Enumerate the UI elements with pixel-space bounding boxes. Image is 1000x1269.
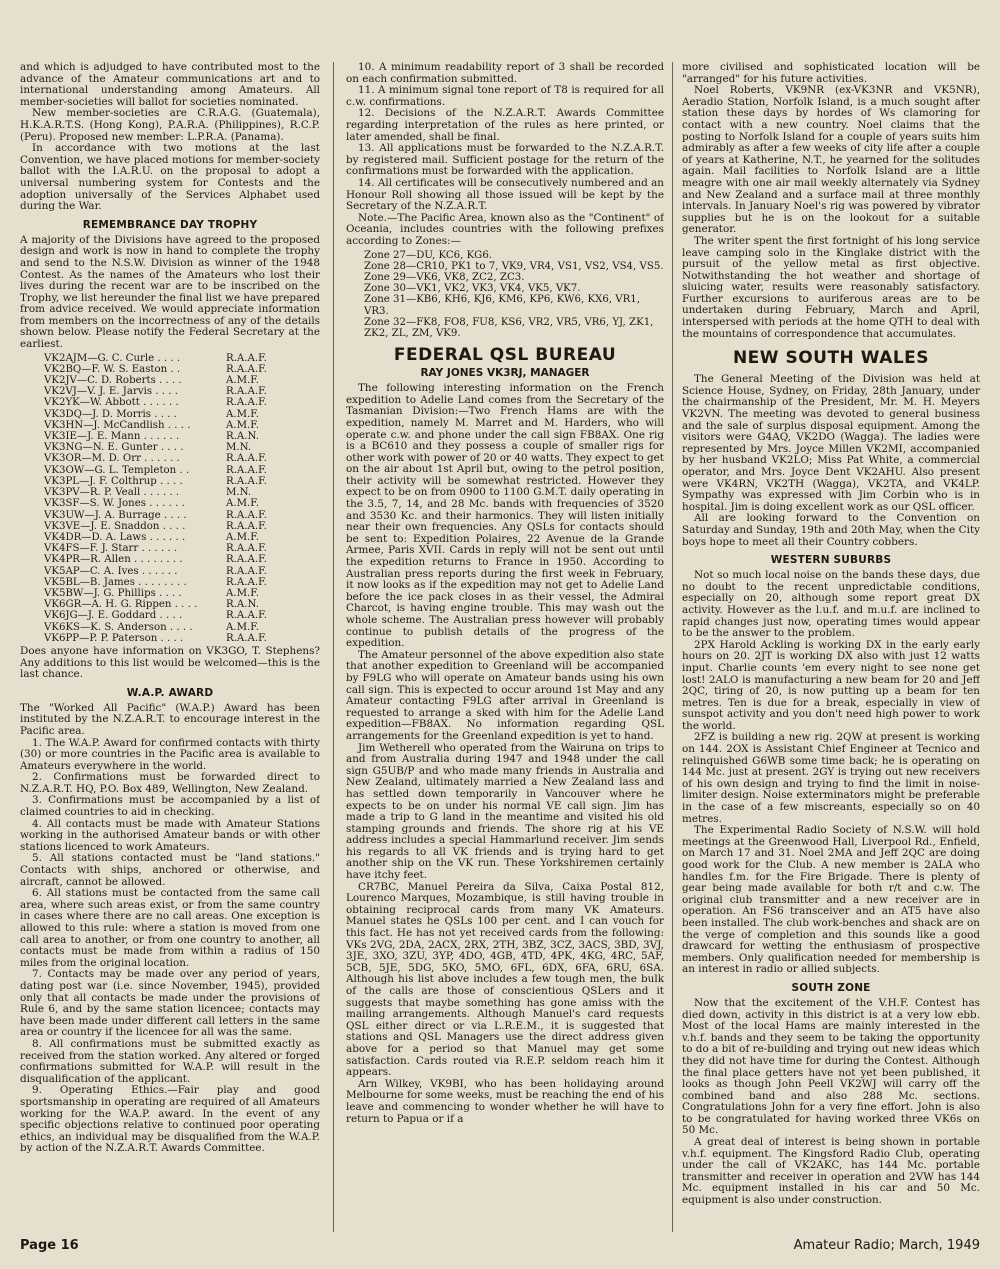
table-row <box>44 386 320 397</box>
table-row <box>44 465 320 476</box>
roll-service: R.A.A.F. <box>226 363 267 375</box>
paragraph: The "Worked All Pacific" (W.A.P.) Award has been instituted by the N.Z.A.R.T. to encourage interest in the Pacific area. <box>20 701 320 737</box>
roll-service: R.A.N. <box>226 431 260 443</box>
paragraph: more civilised and sophisticated location will be "arranged" for his future activities. <box>682 62 980 85</box>
paragraph: A majority of the Divisions have agreed to the proposed design and work is now in hand to complete the trophy and send to the N.S.W. Division as winner of the 1948 Contest. As the names of the Amateurs who lost their lives during the recent war are to be inscribed on the Trophy, we list hereunder the final list we have prepared from advice received. We would appreciate information from members on the incorrectness of any of the details shown below. Please notify the Federal Secretary at the earliest. <box>20 233 320 351</box>
roll-name: VK5BW—J. G. Phillips . . . . <box>44 587 182 599</box>
roll-name: VK5BL—B. James . . . . . . . . <box>44 576 187 588</box>
table-row <box>44 364 320 375</box>
roll-service: R.A.A.F. <box>226 397 267 409</box>
table-row <box>44 409 320 420</box>
roll-service: A.M.F. <box>226 419 259 431</box>
paragraph: 2FZ is building a new rig. 2QW at present is working on 144. 2OX is Assistant Chief Engineer at Tecnico and relinquished G6WB some time back; he is operating on 144 Mc. just at present. 2GY is trying out new receivers of his own design and trying to find the limit in noise-limiter design. Noise exterminators might be preferable in the case of a few miscreants, especially so on 40 metres. <box>682 731 980 825</box>
table-row <box>44 487 320 498</box>
roll-of-honour-table <box>44 353 320 644</box>
roll-service: R.A.A.F. <box>226 632 267 644</box>
list-item: Zone 30—VK1, VK2, VK3, VK4, VK5, VK7. <box>364 283 581 295</box>
section-heading-qsl-bureau: FEDERAL QSL BUREAU <box>393 345 617 366</box>
section-subheading: RAY JONES VK3RJ, MANAGER <box>420 367 590 380</box>
paragraph: and which is adjudged to have contributed most to the advance of the Amateur communications art and to international understanding among Amateurs. All member-societies will ballot for societies nominated. <box>20 62 320 108</box>
section-heading-nsw: NEW SOUTH WALES <box>732 348 930 369</box>
paragraph: The General Meeting of the Division was held at Science House, Sydney, on Friday, 28th January, under the chairmanship of the President, Mr. M. H. Meyers VK2VN. The meeting was devoted to general business and the sale of surplus disposal equipment. Among the visitors were G4AQ, VK2DO (Wagga). The ladies were represented by Mrs. Joyce Millen VK2MI, accompanied by her husband VK2LO; Miss Pat White, a commercial operator, and Mrs. Joyce Dent VK2AHU. Also present were VK4RN, VK2TH (Wagga), VK2TA, and VK4LP. Sympathy was expressed with Jim Corbin who is in hospital. Jim is doing excellent work as our QSL officer. <box>682 373 980 513</box>
roll-name: VK4PR—R. Allen . . . . . . . . <box>44 554 183 566</box>
roll-name: VK3VE—J. E. Snaddon . . . . <box>44 520 186 532</box>
roll-service: A.M.F. <box>226 587 259 599</box>
roll-service: R.A.A.F. <box>226 610 267 622</box>
column-divider <box>333 62 334 1232</box>
rule-item: 3. Confirmations must be accompanied by a list of claimed countries to aid in checking. <box>20 794 320 819</box>
column-right <box>682 62 980 1230</box>
roll-name: VK3PL—J. F. Colthrup . . . . <box>44 475 183 487</box>
table-row <box>44 510 320 521</box>
roll-service: A.M.F. <box>226 408 259 420</box>
rule-item: 9. Operating Ethics.—Fair play and good sportsmanship in operating are required of all Amateurs working for the W.A.P. award. In the event of any specific objections relative to continued poor operating ethics, an individual may be disqualified from the W.A.P. by action of the N.Z.A.R.T. Awards Committee. <box>20 1084 320 1155</box>
page-number: Page 16 <box>20 1238 79 1253</box>
roll-name: VK3NG—N. E. Gunter . . . . <box>44 442 184 454</box>
rule-item: 8. All confirmations must be submitted exactly as received from the station worked. Any altered or forged confirmations submitted for W.A.P. will result in the disqualification of the applicant. <box>20 1037 320 1085</box>
table-row <box>44 521 320 532</box>
roll-service: R.A.A.F. <box>226 453 267 465</box>
list-item: Zone 28—CR10, PK1 to 7, VK9, VR4, VS1, VS2, VS4, VS5. <box>364 260 664 272</box>
table-row <box>44 599 320 610</box>
table-row <box>44 554 320 565</box>
table-row <box>44 420 320 431</box>
paragraph: The Experimental Radio Society of N.S.W. will hold meetings at the Greenwood Hall, Liverpool Rd., Enfield, on March 17 and 31. Noel 2MA and Jeff 2QC are doing good work for the Club. A new member is 2ALA who handles f.m. for the Fire Brigade. There is plenty of gear being made available for both r/t and c.w. The original club transmitter and a new receiver are in operation. An FS6 transceiver and an AT5 have also been installed. The club work-benches and shack are on the verge of completion and this sounds like a good drawcard for wetting the enthusiasm of prospective members. Only qualification needed for membership is an interest in radio or allied subjects. <box>682 824 980 976</box>
paragraph: New member-societies are C.R.A.G. (Guatemala), H.K.A.R.T.S. (Hong Kong), P.A.R.A. (Philippines), R.C.P. (Peru). Proposed new member: L.P.R.A. (Panama). <box>20 107 320 143</box>
paragraph: Not so much local noise on the bands these days, due no doubt to the recent unpredictable conditions, especially on 20, although some report great DX activity. However as the l.u.f. and m.u.f. are inclined to rapid changes just now, operating times would appear to be the answer to the problem. <box>682 569 980 640</box>
paragraph: Note.—The Pacific Area, known also as the "Continent" of Oceania, includes countries with the following prefixes according to Zones:— <box>346 211 664 247</box>
rule-item: 13. All applications must be forwarded to the N.Z.A.R.T. by registered mail. Sufficient postage for the return of the confirmations must be forwarded with the application. <box>346 142 664 178</box>
roll-service: M.N. <box>226 442 252 454</box>
roll-name: VK2AJM—G. C. Curle . . . . <box>44 352 181 364</box>
rule-item: 7. Contacts may be made over any period of years, dating post war (i.e. since November, 1945), provided only that all contacts be made under the provisions of Rule 6, and by the same station licencee; contacts may have been made under different call letters in the same area or country if the licencee for all was the same. <box>20 968 320 1039</box>
roll-service: A.M.F. <box>226 375 259 387</box>
roll-service: R.A.A.F. <box>226 565 267 577</box>
roll-service: R.A.A.F. <box>226 352 267 364</box>
rule-item: 1. The W.A.P. Award for confirmed contacts with thirty (30) or more countries in the Pacific area is available to Amateurs everywhere in the world. <box>20 736 320 772</box>
section-heading-wap: W.A.P. AWARD <box>126 686 214 699</box>
paragraph: The following interesting information on the French expedition to Adelie Land comes from the Secretary of the Tasmanian Division:—Two French Hams are with the expedition, namely M. Marret and M. Harders, who will operate c.w. and phone under the call sign FB8AX. One rig is a BC610 and they possess a couple of smaller rigs for other work with power of 20 or 40 watts. They expect to get on the air about 1st April but, owing to the petrol position, their activity will be somewhat restricted. However they expect to be on from 0900 to 1100 G.M.T. daily operating in the 3.5, 7, 14, and 28 Mc. bands with frequencies of 3520 and 3530 Kc. and their harmonics. They will listen initially near their own frequencies. Any QSLs for contacts should be sent to: Expedition Polaires, 22 Avenue de la Grande Armee, Paris XVII. Cards in reply will not be sent out until the expedition returns to France in 1950. According to Australian press reports during the first week in February, it now looks as if the expedition may not get to Adelie Land before the ice pack closes in as their vessel, the Admiral Charcot, is having engine trouble. This may wash out the whole scheme. The Australian press however will probably continue to publish details of the progress of the expedition. <box>346 382 664 650</box>
roll-name: VK6GR—A. H. G. Rippen . . . . <box>44 599 198 611</box>
paragraph: The Amateur personnel of the above expedition also state that another expedition to Greenland will be accompanied by F9LG who will operate on Amateur bands using his own call sign. This is expected to occur around 1st May and any Amateur contacting F9LG after arrival in Greenland is requested to arrange a sked with him for the Adelie Land expedition—FB8AX. No information regarding QSL arrangements for the Greenland expedition is yet to hand. <box>346 648 664 742</box>
table-row <box>44 431 320 442</box>
roll-service: R.A.A.F. <box>226 386 267 398</box>
list-item: Zone 29—VK6, VK8, ZC2, ZC3. <box>364 271 525 283</box>
column-divider <box>672 62 673 1232</box>
list-item: Zone 32—FK8, FO8, FU8, KS6, VR2, VR5, VR6, YJ, ZK1, ZK2, ZL, ZM, VK9. <box>364 316 654 339</box>
section-heading-western-suburbs: WESTERN SUBURBS <box>770 554 892 567</box>
rule-item: 6. All stations must be contacted from the same call area, where such areas exist, or from the same country in cases where there are no call areas. One exception is allowed to this rule: where a station is moved from one call area to another, or from one country to another, all contacts must be made from within a radius of 150 miles from the original location. <box>20 887 320 969</box>
paragraph: The writer spent the first fortnight of his long service leave camping solo in the Kinglake district with the pursuit of the yellow metal as first objective. Notwithstanding the hot weather and shortage of sluicing water, results were reasonably satisfactory. Further excursions to auriferous areas are to be undertaken during February, March and April, interspersed with periods at the home QTH to deal with the mountains of correspondence that accumulates. <box>682 234 980 340</box>
table-row <box>44 633 320 644</box>
roll-service: R.A.N. <box>226 599 260 611</box>
section-heading-remembrance: REMEMBRANCE DAY TROPHY <box>82 218 258 231</box>
table-row <box>44 588 320 599</box>
roll-service: A.M.F. <box>226 498 259 510</box>
roll-name: VK3PV—R. P. Veall . . . . . . <box>44 487 180 499</box>
roll-name: VK6KS—K. S. Anderson . . . . <box>44 621 193 633</box>
column-middle <box>346 62 664 1230</box>
roll-name: VK2BQ—F. W. S. Easton . . <box>44 363 181 375</box>
roll-service: R.A.A.F. <box>226 576 267 588</box>
rule-item: 11. A minimum signal tone report of T8 is required for all c.w. confirmations. <box>346 84 664 108</box>
roll-name: VK4FS—F. J. Starr . . . . . . <box>44 543 178 555</box>
table-row <box>44 353 320 364</box>
table-row <box>44 476 320 487</box>
table-row <box>44 577 320 588</box>
table-row <box>44 375 320 386</box>
rule-item: 5. All stations contacted must be "land stations." Contacts with ships, anchored or otherwise, and aircraft, cannot be allowed. <box>20 852 320 888</box>
roll-name: VK3DQ—J. D. Morris . . . . <box>44 408 177 420</box>
roll-service: R.A.A.F. <box>226 464 267 476</box>
roll-name: VK4DR—D. A. Laws . . . . . . <box>44 531 186 543</box>
roll-name: VK2JV—C. D. Roberts . . . . <box>44 375 182 387</box>
list-item: Zone 31—KB6, KH6, KJ6, KM6, KP6, KW6, KX6, VR1, VR3. <box>364 294 641 317</box>
roll-name: VK3OW—G. L. Templeton . . <box>44 464 190 476</box>
paragraph: All are looking forward to the Convention on Saturday and Sunday, 19th and 20th May, when the City boys hope to meet all their Country cobbers. <box>682 512 980 548</box>
roll-service: R.A.A.F. <box>226 520 267 532</box>
table-row <box>44 566 320 577</box>
roll-service: A.M.F. <box>226 621 259 633</box>
column-left <box>20 62 320 1230</box>
rule-item: 12. Decisions of the N.Z.A.R.T. Awards Committee regarding interpretation of the rules as here printed, or later amended, shall be final. <box>346 107 664 143</box>
roll-name: VK5AP—C. A. Ives . . . . . . <box>44 565 178 577</box>
roll-name: VK3HN—J. McCandlish . . . . <box>44 419 191 431</box>
paragraph: Jim Wetherell who operated from the Wairuna on trips to and from Australia during 1947 and 1948 under the call sign G5UB/P and who made many friends in Australia and New Zealand, ultimately married a New Zealand lass and has settled down temporarily in Vancouver where he expects to be on under his normal VE call sign. Jim has made a trip to G land in the meantime and visited his old stamping grounds and friends. The shore rig at his VE address includes a special Hammarlund receiver. Jim sends his regards to all VK friends and is trying hard to get another ship on the VK run. These Yorkshiremen certainly have itchy feet. <box>346 741 664 882</box>
paragraph: CR7BC, Manuel Pereira da Silva, Caixa Postal 812, Lourenco Marques, Mozambique, is still having trouble in obtaining reciprocal cards from many VK Amateurs. Manuel states he QSLs 100 per cent. and I can vouch for this fact. He has not yet received cards from the following: VKs 2VG, 2DA, 2ACX, 2RX, 2TH, 3BZ, 3CZ, 3ACS, 3BD, 3VJ, 3JE, 3XO, 3ZU, 3YP, 4DO, 4GB, 4TD, 4PK, 4KG, 4RC, 5AF, 5CB, 5JE, 5DG, 5KO, 5MO, 6FL, 6DX, 6FA, 6RU, 6SA. Although his list above includes a few tough men, the bulk of the calls are those of conscientious QSLers and it suggests that maybe something has gone amiss with the mailing arrangements. Although Manuel's card requests QSL either direct or via L.R.E.M., it is suggested that stations and QSL Managers use the direct address given above for a period so that Manuel may get some satisfaction. Cards routed via R.E.P. seldom reach him it appears. <box>346 880 664 1079</box>
roll-service: R.A.A.F. <box>226 509 267 521</box>
table-row <box>44 397 320 408</box>
roll-name: VK2YK—W. Abbott . . . . . . <box>44 397 179 409</box>
roll-service: A.M.F. <box>226 531 259 543</box>
table-row <box>44 498 320 509</box>
paragraph: 2PX Harold Ackling is working DX in the early early hours on 20. 2JT is working DX also with just 12 watts input. Charlie counts 'em every night to see none get lost! 2ALO is manufacturing a new beam for 20 and Jeff 2QC, tiring of 20, is now putting up a beam for ten metres. Ten is due for a break, especially in view of sunspot activity and you don't need high power to work the world. <box>682 638 980 732</box>
roll-name: VK3OR—M. D. Orr . . . . . . <box>44 453 180 465</box>
paragraph: Now that the excitement of the V.H.F. Contest has died down, activity in this district is at a very low ebb. Most of the local Hams are mainly interested in the v.h.f. bands and they seem to be taking the opportunity to do a bit of re-building and trying out new ideas which they did not have time for during the Contest. Although the final place getters have not yet been published, it looks as though John Peell VK2WJ will carry off the combined band and also 288 Mc. sections. Congratulations John for a very fine effort. John is also to be congratulated for having worked three VK6s on 50 Mc. <box>682 996 980 1137</box>
paragraph: In accordance with two motions at the last Convention, we have placed motions for member-society ballot with the I.A.R.U. on the proposal to adopt a universal numbering system for Contests and the adoption universally of the Services Alphabet used during the War. <box>20 142 320 213</box>
magazine-issue: Amateur Radio; March, 1949 <box>793 1238 980 1253</box>
roll-name: VK2VJ—V. J. E. Jarvis . . . . <box>44 386 178 398</box>
roll-name: VK3SF—S. W. Jones . . . . . . <box>44 498 185 510</box>
rule-item: 4. All contacts must be made with Amateur Stations working in the authorised Amateur bands or with other stations licenced to work Amateurs. <box>20 817 320 853</box>
roll-name: VK6JG—J. E. Goddard . . . . <box>44 610 183 622</box>
table-row <box>44 622 320 633</box>
rule-item: 14. All certificates will be consecutively numbered and an Honour Roll showing all those issued will be kept by the Secretary of the N.Z.A.R.T. <box>346 176 664 213</box>
roll-service: R.A.A.F. <box>226 543 267 555</box>
list-item: Zone 27—DU, KC6, KG6. <box>364 249 493 261</box>
table-row <box>44 442 320 453</box>
rule-item: 10. A minimum readability report of 3 shall be recorded on each confirmation submitted. <box>346 62 664 85</box>
table-row <box>44 532 320 543</box>
roll-service: R.A.A.F. <box>226 554 267 566</box>
paragraph: Arn Wilkey, VK9BI, who has been holidaying around Melbourne for some weeks, must be reaching the end of his leave and commencing to wonder whether he will have to return to Papua or if a <box>346 1077 664 1125</box>
table-row <box>44 610 320 621</box>
section-heading-south-zone: SOUTH ZONE <box>791 981 871 994</box>
paragraph: Noel Roberts, VK9NR (ex-VK3NR and VK5NR), Aeradio Station, Norfolk Island, is a much sought after station these days by hordes of Ws clamoring for contact with a new country. Noel claims that the posting to Norfolk Island for a couple of years suits him admirably as after a few weeks of city life after a couple of years at Katherine, N.T., he yearned for the solitudes again. Mail facilities to Norfolk Island are a little meagre with one air mail weekly alternately via Sydney and New Zealand and a surface mail at three monthly intervals. In January Noel's rig was powered by vibrator supplies but he is on the lookout for a suitable generator. <box>682 84 980 236</box>
roll-name: VK3IE—J. E. Mann . . . . . . <box>44 431 180 443</box>
roll-name: VK6PP—P. P. Paterson . . . . <box>44 632 184 644</box>
roll-service: R.A.A.F. <box>226 475 267 487</box>
roll-service: M.N. <box>226 487 252 499</box>
table-row <box>44 453 320 464</box>
paragraph: A great deal of interest is being shown in portable v.h.f. equipment. The Kingsford Radio Club, operating under the call of VK2AKC, has 144 Mc. portable transmitter and receiver in operation and 2VW has 144 Mc. equipment installed in his car and 50 Mc. equipment is also under construction. <box>682 1136 980 1207</box>
roll-name: VK3UW—J. A. Burrage . . . . <box>44 509 187 521</box>
rule-item: 2. Confirmations must be forwarded direct to N.Z.A.R.T. HQ, P.O. Box 489, Wellington, New Zealand. <box>20 771 320 795</box>
table-row <box>44 543 320 554</box>
paragraph: Does anyone have information on VK3GO, T. Stephens? Any additions to this list would be welcomed—this is the last chance. <box>20 644 320 681</box>
zone-list <box>364 250 664 340</box>
